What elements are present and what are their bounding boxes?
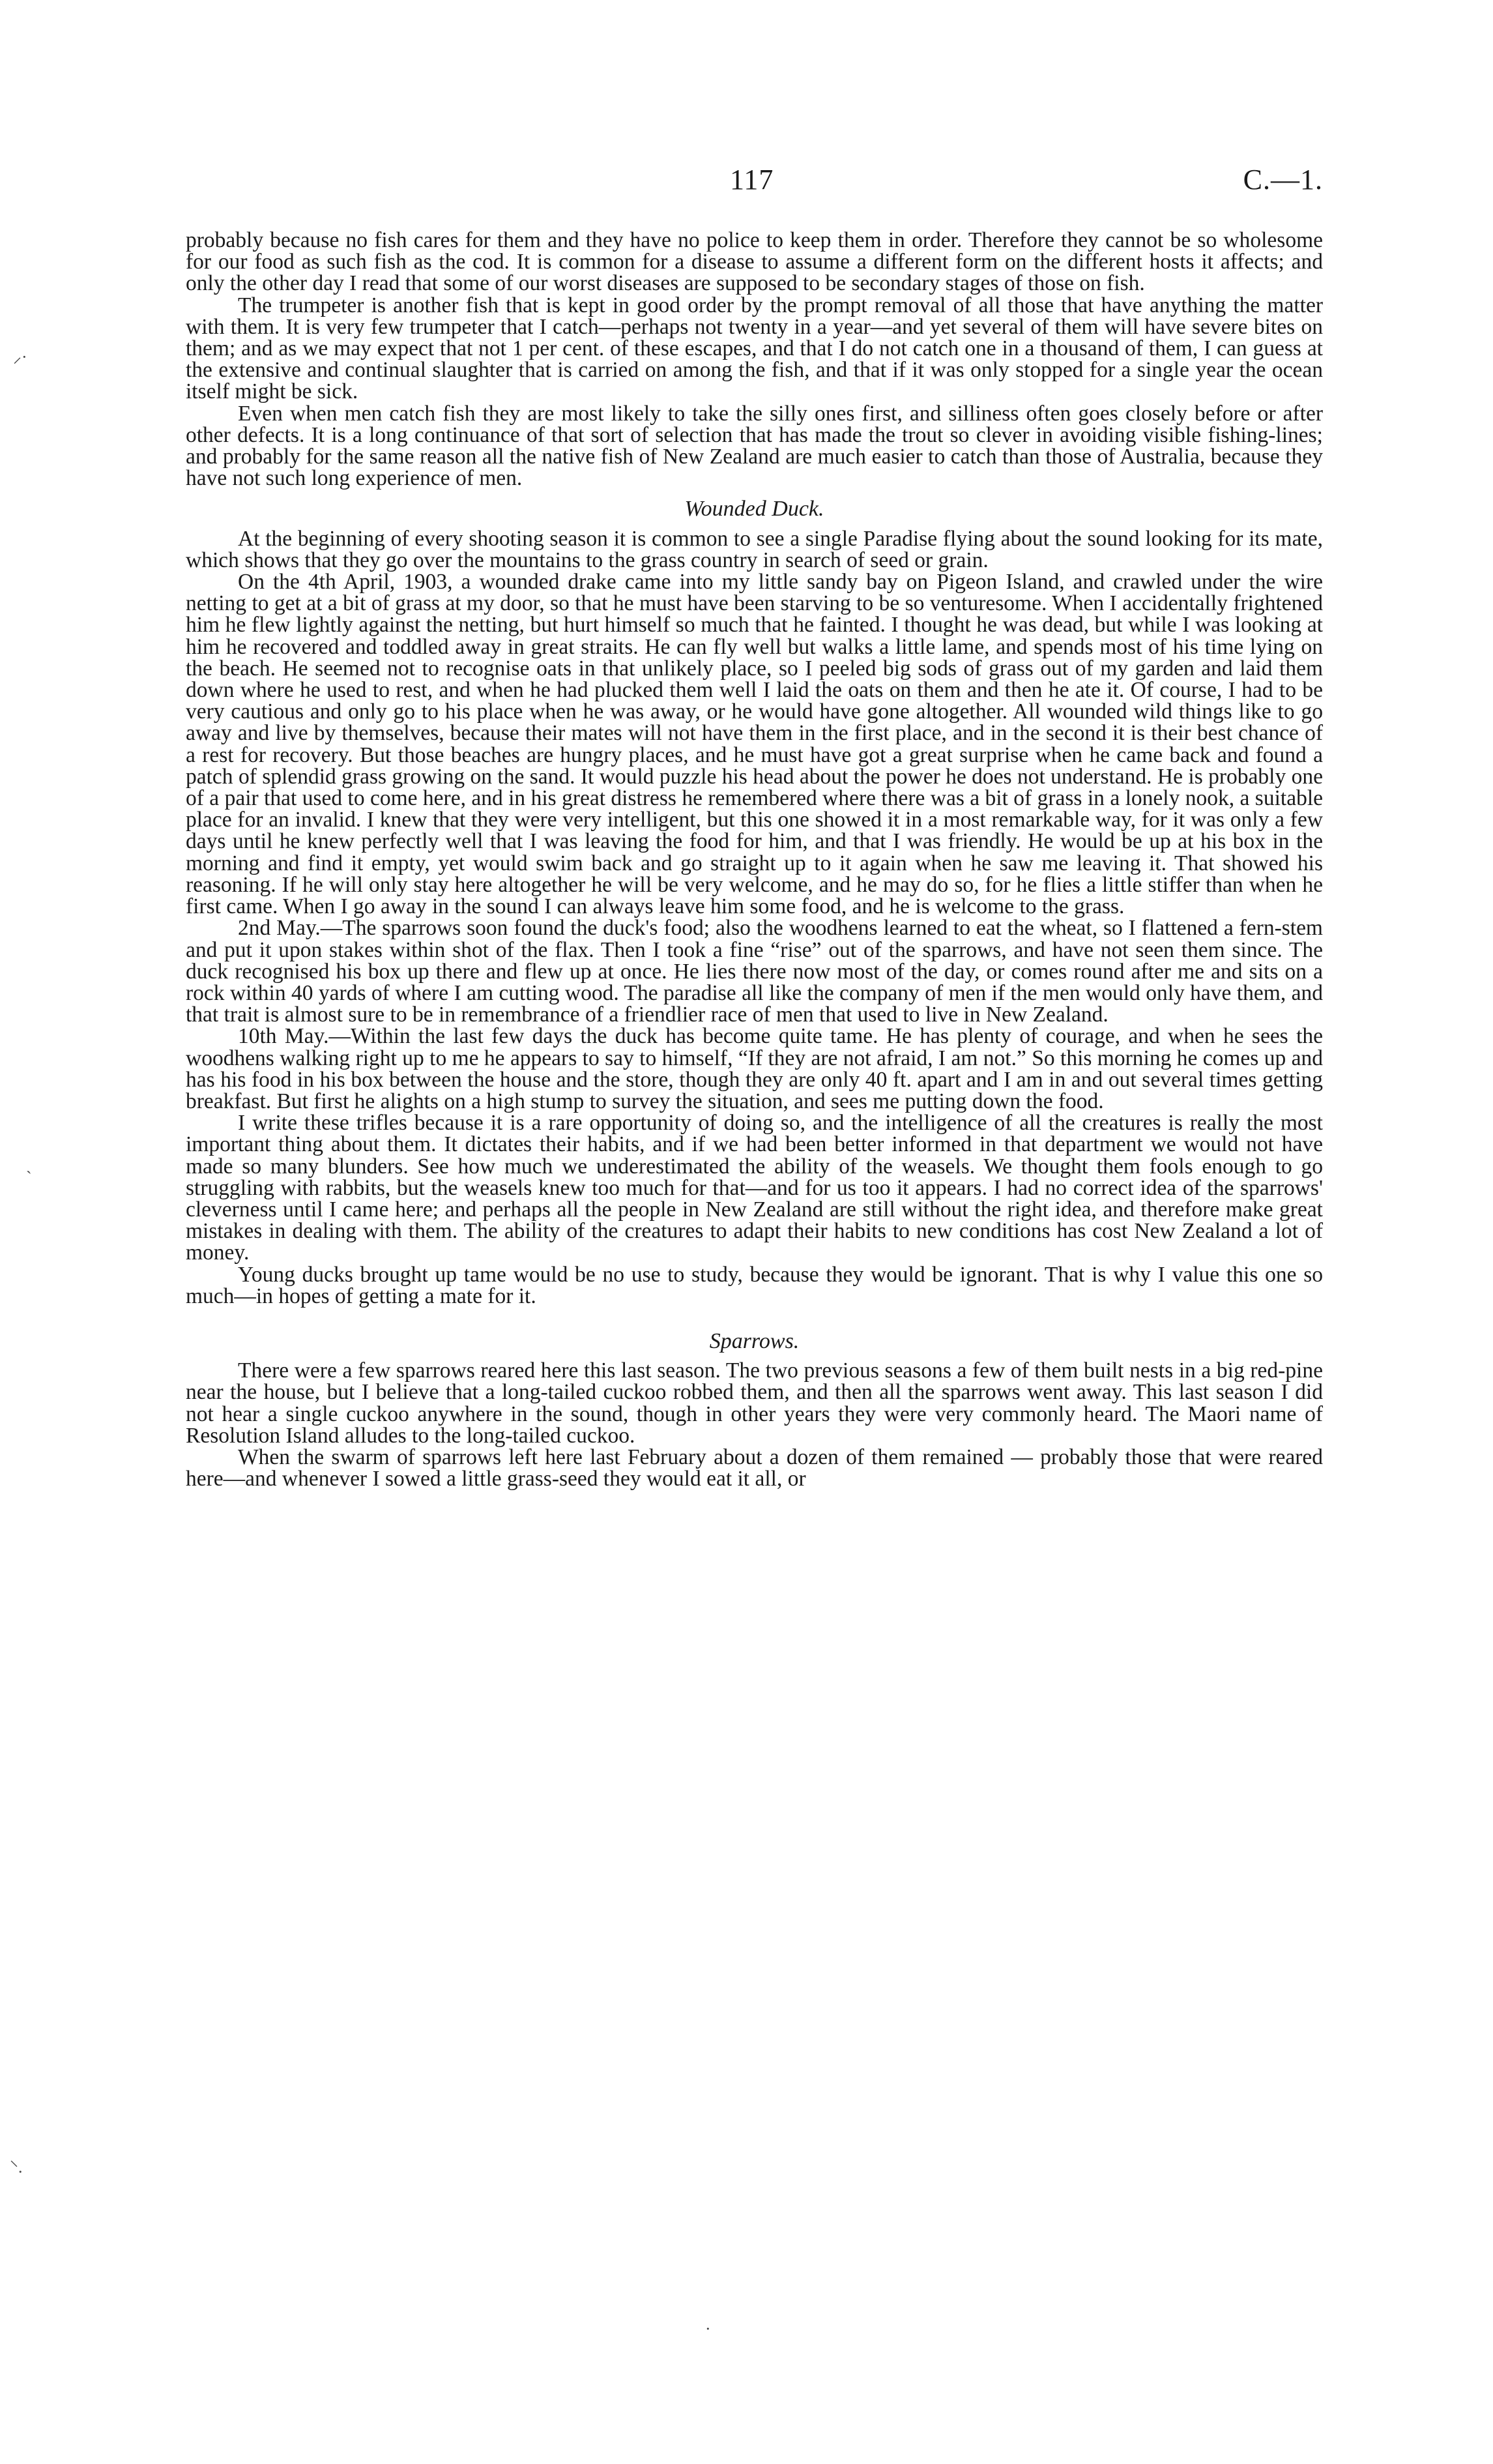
page-body bbox=[186, 229, 1323, 1489]
margin-mark: · bbox=[705, 2319, 711, 2338]
margin-mark: ⸝· bbox=[13, 347, 27, 366]
margin-mark: ⸌. bbox=[10, 2158, 23, 2177]
document-reference: C.—1. bbox=[1243, 164, 1323, 196]
paragraph: The trumpeter is another fish that is kept in good order by the prompt removal of all those that have anything the matter with them. It is very few trumpeter that I catch—perhaps not twenty in a year—and yet several of them will have severe bites on them; and as we may expect that not 1 per cent. of these escapes, and that I do not catch one in a thousand of them, I can guess at the extensive and continual slaughter that is carried on among the fish, and that if it was only stopped for a single year the ocean itself might be sick. bbox=[186, 293, 1323, 404]
paragraph: probably because no fish cares for them and they have no police to keep them in order. Therefore they cannot be so wholesome for our food as such fish as the cod. It is common for a disease to assume a different form on the different hosts it affects; and only the other day I read that some of our worst diseases are supposed to be secondary stages of those on fish. bbox=[186, 228, 1323, 296]
paragraph: On the 4th April, 1903, a wounded drake came into my little sandy bay on Pigeon Island, and crawled under the wire netting to get at a bit of grass at my door, so that he must have been starving to be so venturesome. When I accidentally frightened him he flew lightly against the netting, but hurt himself so much that he fainted. I thought he was dead, but while I was looking at him he recovered and toddled away in great straits. He can fly well but walks a little lame, and spends most of his time lying on the beach. He seemed not to recognise oats in that unlikely place, so I peeled big sods of grass out of my garden and laid them down where he used to rest, and when he had plucked them well I laid the oats on them and then he ate it. Of course, I had to be very cautious and only go to his place when he was away, or he would have gone altogether. All wounded wild things like to go away and live by themselves, because their mates will not have them in the first place, and in the second it is their best chance of a rest for recovery. But those beaches are hungry places, and he must have got a great surprise when he came back and found a patch of splendid grass growing on the sand. It would puzzle his head about the power he does not understand. He is probably one of a pair that used to come here, and in his great distress he remembered where there was a bit of grass in a lonely nook, a suitable place for an invalid. I knew that they were very intelligent, but this one showed it in a most remarkable way, for it was only a few days until he knew perfectly well that I was leaving the food for him, and that I was friendly. He would be up at his box in the morning and find it empty, yet would swim back and go straight up to it again when he saw me leaving it. That showed his reasoning. If he will only stay here altogether he will be very welcome, and he may do so, for he flies a little stiffer than when he first came. When I go away in the sound I can always leave him some food, and he is welcome to the grass. bbox=[186, 570, 1323, 919]
paragraph: I write these trifles because it is a rare opportunity of doing so, and the intelligence of all the creatures is really the most important thing about them. It dictates their habits, and if we had been better informed in that department we would not have made so many blunders. See how much we underestimated the ability of the weasels. We thought them fools enough to go struggling with rabbits, but the weasels knew too much for that—and for us too it appears. I had no correct idea of the sparrows' cleverness until I came here; and perhaps all the people in New Zealand are still without the right idea, and therefore make great mistakes in dealing with them. The ability of the creatures to adapt their habits to new conditions has cost New Zealand a lot of money. bbox=[186, 1111, 1323, 1265]
margin-mark: ˋ bbox=[26, 1168, 32, 1187]
paragraph: 2nd May.—The sparrows soon found the duck's food; also the woodhens learned to eat the wheat, so I flattened a fern-stem and put it upon stakes within shot of the flax. Then I took a fine “rise” out of the sparrows, and have not seen them since. The duck recognised his box up there and flew up at once. He lies there now most of the day, or comes round after me and sits on a rock within 40 yards of where I am cutting wood. The paradise all like the company of men if the men would only have them, and that trait is almost sure to be in remembrance of a friendlier race of men that used to live in New Zealand. bbox=[186, 916, 1323, 1027]
paragraph: 10th May.—Within the last few days the duck has become quite tame. He has plenty of courage, and when he sees the woodhens walking right up to me he appears to say to himself, “If they are not afraid, I am not.” So this morning he comes up and has his food in his box between the house and the store, though they are only 40 ft. apart and I am in and out several times getting breakfast. But first he alights on a high stump to survey the situation, and sees me putting down the food. bbox=[186, 1024, 1323, 1113]
paragraph: Young ducks brought up tame would be no use to study, because they would be ignorant. That is why I value this one so much—in hopes of getting a mate for it. bbox=[186, 1262, 1323, 1308]
paragraph: At the beginning of every shooting season it is common to see a single Paradise flying about the sound looking for its mate, which shows that they go over the mountains to the grass country in search of seed or grain. bbox=[186, 526, 1323, 572]
paragraph: There were a few sparrows reared here this last season. The two previous seasons a few of them built nests in a big red-pine near the house, but I believe that a long-tailed cuckoo robbed them, and then all the sparrows went away. This last season I did not hear a single cuckoo anywhere in the sound, though in other years they were very commonly heard. The Maori name of Resolution Island alludes to the long-tailed cuckoo. bbox=[186, 1358, 1323, 1448]
page-header bbox=[186, 163, 1323, 209]
paragraph: When the swarm of sparrows left here last February about a dozen of them remained — probably those that were reared here—and whenever I sowed a little grass-seed they would eat it all, or bbox=[186, 1445, 1323, 1491]
section-heading-wounded-duck: Wounded Duck. bbox=[684, 497, 824, 521]
page-number: 117 bbox=[730, 164, 774, 196]
section-heading-sparrows: Sparrows. bbox=[709, 1328, 800, 1353]
paragraph: Even when men catch fish they are most likely to take the silly ones first, and silliness often goes closely before or after other defects. It is a long continuance of that sort of selection that has made the trout so clever in avoiding visible fishing-lines; and probably for the same reason all the native fish of New Zealand are much easier to catch than those of Australia, because they have not such long experience of men. bbox=[186, 401, 1323, 491]
